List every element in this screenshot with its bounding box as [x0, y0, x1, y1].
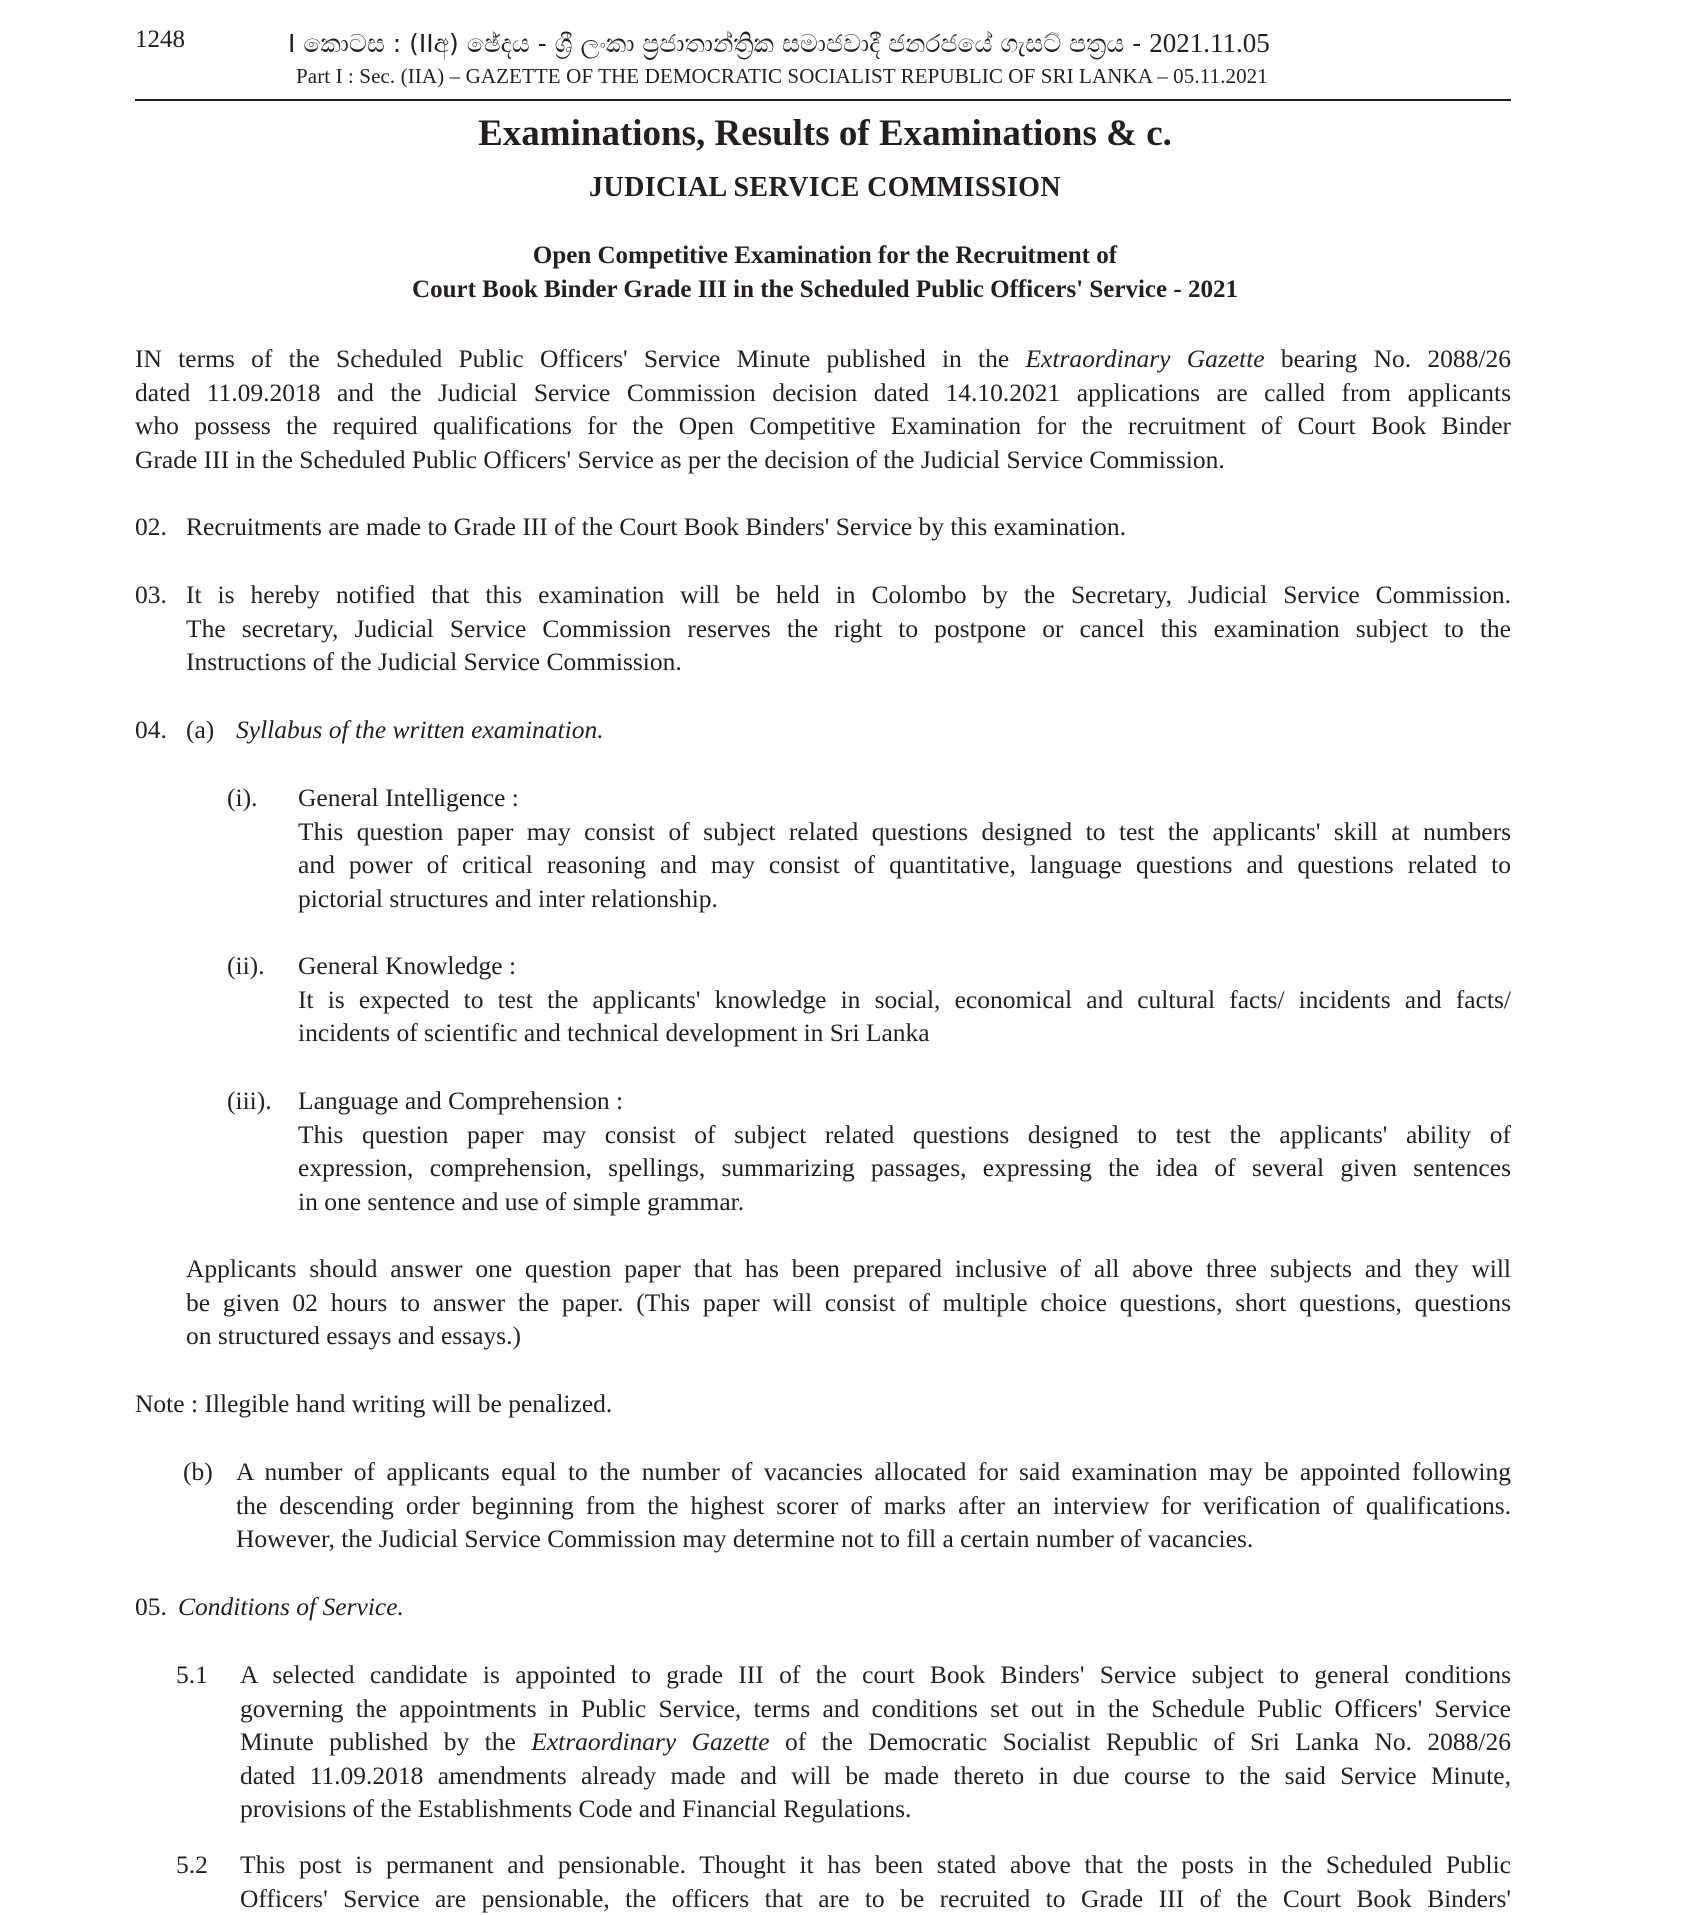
sub-label-ii: (ii).: [227, 951, 265, 980]
paragraph-03: [186, 578, 1511, 679]
general-intelligence-line-3: pictorial structures and inter relationship.: [298, 883, 718, 913]
section-title: Examinations, Results of Examinations & c.: [478, 113, 1172, 154]
paragraph-number-05: 05.: [135, 1592, 167, 1621]
sub-label-iii: (iii).: [227, 1086, 272, 1115]
general-intelligence-line-2: and power of critical reasoning and may consist of quantitative, language questions and questions related to: [298, 850, 1511, 879]
clause-5-1: [240, 1658, 1511, 1826]
sinhala-header-date: 2021.11.05: [1149, 28, 1270, 58]
general-knowledge-line-1: It is expected to test the applicants' knowledge in social, economical and cultural facts/ incidents and facts/: [298, 984, 1511, 1014]
note: Note : Illegible hand writing will be penalized.: [135, 1389, 613, 1418]
clause-5-1-line-4: dated 11.09.2018 amendments already made and will be made thereto in due course to the said Service Minute,: [240, 1760, 1511, 1790]
paragraph-03-line-3: Instructions of the Judicial Service Commission.: [186, 647, 682, 676]
general-knowledge-line-2: incidents of scientific and technical development in Sri Lanka: [298, 1018, 930, 1047]
english-running-header: Part I : Sec. (IIA) – GAZETTE OF THE DEMOCRATIC SOCIALIST REPUBLIC OF SRI LANKA – 05.11.2021: [296, 64, 1268, 88]
general-knowledge-block: [298, 949, 1511, 1050]
paragraph-number-03: 03.: [135, 580, 167, 609]
clause-5-2-line-2: Officers' Service are pensionable, the officers that are to be recruited to Grade III of the Court Book Binders': [240, 1883, 1511, 1913]
answer-line-3: on structured essays and essays.): [186, 1321, 521, 1350]
intro-line-2: dated 11.09.2018 and the Judicial Service Commission decision dated 14.10.2021 applications are called from applicants: [135, 377, 1511, 407]
clause-label-5-2: 5.2: [176, 1850, 208, 1879]
paragraph-02: [186, 510, 1511, 544]
paragraph-number-02: 02.: [135, 512, 167, 541]
item-label-a: (a): [186, 715, 215, 744]
paragraph-04b: [236, 1455, 1511, 1556]
answer-instructions: [186, 1252, 1511, 1353]
commission-title: JUDICIAL SERVICE COMMISSION: [589, 172, 1061, 203]
header-rule: [135, 99, 1511, 101]
clause-5-2: [240, 1848, 1511, 1915]
paragraph-04b-line-3: However, the Judicial Service Commission may determine not to fill a certain number of vacancies.: [236, 1524, 1254, 1553]
language-comprehension-line-2: expression, comprehension, spellings, summarizing passages, expressing the idea of several given sentences: [298, 1153, 1511, 1182]
general-intelligence-heading: General Intelligence :: [298, 783, 519, 812]
answer-line-2: be given 02 hours to answer the paper. (This paper will consist of multiple choice questions, short questions, questions: [186, 1287, 1511, 1317]
clause-label-5-1: 5.1: [176, 1660, 208, 1689]
paragraph-03-line-1: It is hereby notified that this examination will be held in Colombo by the Secretary, Judicial Service Commission.: [186, 580, 1511, 609]
sinhala-header-text: I කොටස : (IIඅ) ඡේදය - ශ්‍රී ලංකා ප්‍රජාතාන්ත්‍රික සමාජවාදී ජනරජයේ ගැසට් පත්‍රය -: [288, 29, 1150, 58]
intro-line-4: Grade III in the Scheduled Public Officers' Service as per the decision of the Judicial Service Commission.: [135, 444, 1225, 474]
language-comprehension-block: [298, 1084, 1511, 1218]
paragraph-03-line-2: The secretary, Judicial Service Commission reserves the right to postpone or cancel this examination subject to the: [186, 613, 1511, 643]
sub-label-i: (i).: [227, 783, 258, 812]
exam-title-line-2: Court Book Binder Grade III in the Scheduled Public Officers' Service - 2021: [412, 276, 1238, 303]
gazette-reference: Extraordinary Gazette: [1025, 344, 1265, 373]
page-number: 1248: [135, 26, 185, 53]
clause-5-2-line-1: This post is permanent and pensionable. Thought it has been stated above that the posts in the Scheduled Public: [240, 1850, 1511, 1879]
paragraph-04b-line-2: the descending order beginning from the highest scorer of marks after an interview for verification of qualifications.: [236, 1490, 1511, 1520]
clause-5-1-line-1: A selected candidate is appointed to grade III of the court Book Binders' Service subject to general conditions: [240, 1660, 1511, 1689]
paragraph-04b-line-1: A number of applicants equal to the number of vacancies allocated for said examination may be appointed following: [236, 1457, 1511, 1486]
conditions-of-service-heading: Conditions of Service.: [178, 1592, 404, 1621]
paragraph-02-line-1: Recruitments are made to Grade III of the Court Book Binders' Service by this examination.: [186, 512, 1127, 541]
exam-title-line-1: Open Competitive Examination for the Recruitment of: [532, 242, 1118, 269]
sinhala-running-header: [288, 28, 1270, 59]
intro-line-1: IN terms of the Scheduled Public Officers' Service Minute published in the Extraordinary Gazette bearing No. 2088/26: [135, 344, 1511, 373]
gazette-reference-2: Extraordinary Gazette: [531, 1727, 770, 1756]
general-intelligence-block: [298, 781, 1511, 915]
clause-5-1-line-3: Minute published by the Extraordinary Gazette of the Democratic Socialist Republic of Sri Lanka No. 2088/26: [240, 1727, 1512, 1756]
answer-line-1: Applicants should answer one question paper that has been prepared inclusive of all above three subjects and they will: [186, 1254, 1511, 1283]
syllabus-heading: Syllabus of the written examination.: [236, 715, 604, 744]
paragraph-number-04: 04.: [135, 715, 167, 744]
item-label-b: (b): [183, 1457, 213, 1486]
clause-5-1-line-2: governing the appointments in Public Service, terms and conditions set out in the Schedule Public Officers' Service: [240, 1693, 1511, 1723]
language-comprehension-line-1: This question paper may consist of subject related questions designed to test the applicants' ability of: [298, 1119, 1511, 1149]
intro-paragraph: [135, 342, 1511, 476]
language-comprehension-line-3: in one sentence and use of simple grammar.: [298, 1186, 745, 1216]
general-knowledge-heading: General Knowledge :: [298, 951, 517, 980]
general-intelligence-line-1: This question paper may consist of subject related questions designed to test the applicants' skill at numbers: [298, 816, 1511, 846]
clause-5-1-line-5: provisions of the Establishments Code and Financial Regulations.: [240, 1794, 912, 1823]
intro-line-3: who possess the required qualifications for the Open Competitive Examination for the recruitment of Court Book Binder: [135, 411, 1511, 440]
language-comprehension-heading: Language and Comprehension :: [298, 1086, 624, 1115]
